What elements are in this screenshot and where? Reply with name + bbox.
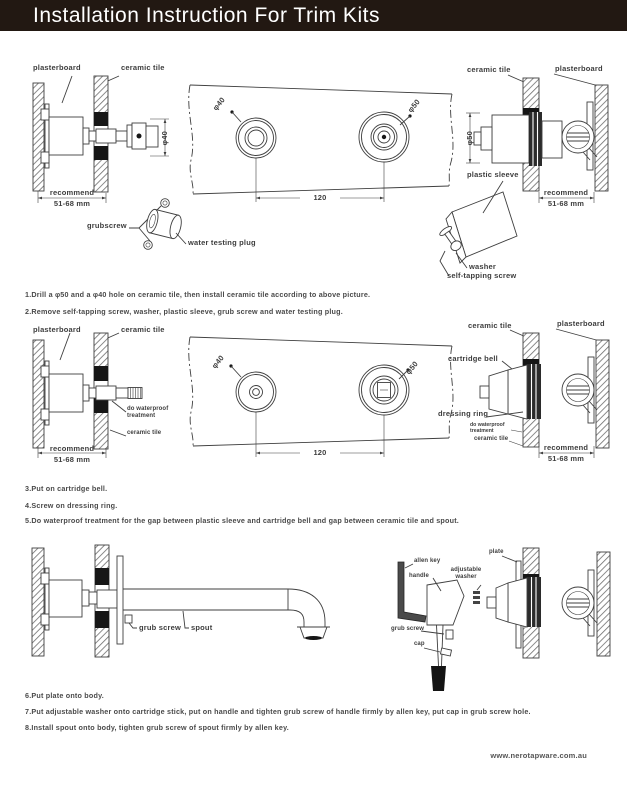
plate-label: plate	[489, 549, 504, 555]
hole-spacing-dimension: 120	[300, 449, 340, 457]
plastic-sleeve-label: plastic sleeve	[467, 170, 519, 179]
step-7: 7.Put adjustable washer onto cartridge stick, put on handle and tighten grub screw of handle firmly by allen key, put cap in grub screw hole.	[25, 707, 531, 716]
step-8: 8.Install spout onto body, tighten grub screw of spout firmly by allen key.	[25, 723, 289, 732]
step-3: 3.Put on cartridge bell.	[25, 484, 108, 493]
recommend-label: recommend	[49, 188, 95, 197]
page-title: Installation Instruction For Trim Kits	[33, 3, 380, 27]
recommend-range: 51-68 mm	[547, 454, 585, 463]
step-6: 6.Put plate onto body.	[25, 691, 104, 700]
step-1: 1.Drill a φ50 and a φ40 hole on ceramic tile, then install ceramic tile according to above picture.	[25, 290, 371, 299]
recommend-label: recommend	[49, 444, 95, 453]
ceramic-tile-label: ceramic tile	[121, 63, 165, 72]
title-bar	[0, 0, 627, 31]
plasterboard-label: plasterboard	[555, 64, 603, 73]
phi50-hole-label: φ50	[403, 359, 420, 377]
recommend-label: recommend	[543, 188, 589, 197]
grub-screw-label: grub screw	[139, 623, 182, 632]
water-testing-plug-label: water testing plug	[188, 238, 256, 247]
website-url: www.nerotapware.com.au	[490, 751, 587, 760]
step-5: 5.Do waterproof treatment for the gap between plastic sleeve and cartridge bell and gap between ceramic tile and spout.	[25, 516, 459, 525]
hole-phi40	[236, 118, 276, 158]
hole-phi40-trim	[236, 372, 276, 412]
handle-label: handle	[409, 573, 429, 579]
ceramic-tile-label: ceramic tile	[127, 430, 162, 436]
do-waterproof-treatment-label: do waterproof treatment	[127, 406, 169, 419]
ceramic-tile-label: ceramic tile	[468, 321, 512, 330]
plasterboard-label: plasterboard	[33, 325, 81, 334]
recommend-range: 51-68 mm	[53, 199, 91, 208]
recommend-label: recommend	[543, 443, 589, 452]
plasterboard-label: plasterboard	[557, 319, 605, 328]
step-2: 2.Remove self-tapping screw, washer, plastic sleeve, grub screw and water testing plug.	[25, 307, 343, 316]
phi50-hole-label: φ50	[405, 97, 422, 115]
spout-label: spout	[191, 623, 213, 632]
washer-label: washer	[469, 262, 497, 271]
recommend-range: 51-68 mm	[547, 199, 585, 208]
r1-grub-parts	[129, 199, 186, 250]
hole-phi50	[359, 112, 409, 162]
r3-left-spout-section	[32, 545, 330, 657]
adjustable-washer-label: adjustable washer	[450, 567, 482, 580]
r1-right-wall-section	[438, 74, 608, 276]
cartridge-stick-thread	[128, 388, 142, 399]
grub-screw-label: grub screw	[391, 626, 425, 632]
phi40-dimension: φ40	[159, 131, 169, 146]
hole-phi50-trim	[359, 365, 409, 415]
r3-right-handle-section	[398, 548, 610, 691]
recommend-range: 51-68 mm	[53, 455, 91, 464]
plasterboard-label: plasterboard	[33, 63, 81, 72]
r2-tile-panel	[189, 337, 453, 457]
phi50-dimension: φ50	[464, 131, 474, 146]
phi40-hole-label: φ40	[209, 353, 226, 371]
do-waterproof-treatment-label: do waterproof treatment	[470, 422, 505, 434]
phi40-hole-label: φ40	[210, 95, 227, 113]
cartridge-bell-label: cartridge bell	[448, 354, 498, 363]
allen-key-label: allen key	[414, 558, 441, 564]
grubscrew-label: grubscrew	[87, 221, 127, 230]
cap-label: cap	[414, 641, 425, 647]
dressing-ring-label: dressing ring	[438, 409, 489, 418]
ceramic-tile-label: ceramic tile	[474, 436, 509, 442]
step-4: 4.Screw on dressing ring.	[25, 501, 118, 510]
hole-spacing-dimension: 120	[300, 194, 340, 202]
r1-left-wall-section	[33, 76, 169, 203]
r2-left-wall-section	[33, 333, 142, 458]
ceramic-tile-label: ceramic tile	[467, 65, 511, 74]
ceramic-tile-label: ceramic tile	[121, 325, 165, 334]
self-tapping-screw-label: self-tapping screw	[447, 271, 517, 280]
